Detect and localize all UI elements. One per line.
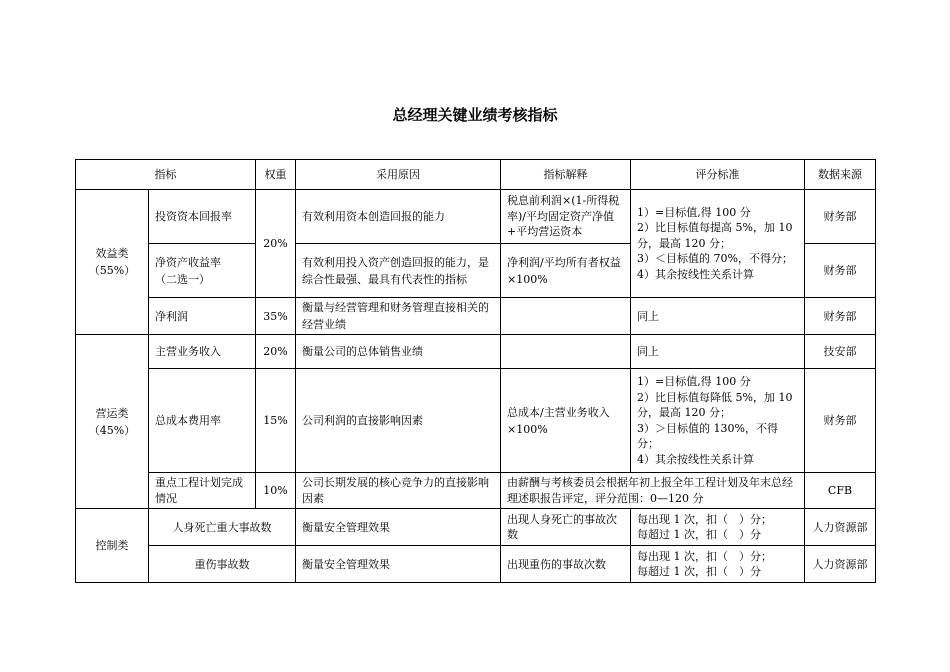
page-title: 总经理关键业绩考核指标 — [392, 106, 558, 124]
indicator-weight: 20% — [256, 190, 296, 298]
indicator-explanation — [501, 298, 631, 335]
header-source: 数据来源 — [805, 160, 876, 190]
group-weight: （55%） — [88, 264, 136, 277]
table-row — [76, 190, 876, 244]
indicator-reason: 衡量安全管理效果 — [296, 509, 501, 546]
indicator-name: 净利润 — [149, 298, 256, 335]
table-row — [76, 509, 876, 546]
indicator-source: 人力资源部 — [805, 509, 876, 546]
indicator-scoring — [631, 509, 805, 546]
indicator-weight: 15% — [256, 369, 296, 473]
header-indicator: 指标 — [76, 160, 256, 190]
indicator-scoring — [631, 190, 805, 298]
indicator-name-line: 净资产收益率 — [155, 255, 221, 269]
scoring-line: 每超过 1 次，扣（ ）分 — [637, 565, 761, 578]
scoring-line: 2）比目标值每提高 5%，加 10 分，最高 120 分； — [637, 221, 793, 250]
indicator-source: 财务部 — [805, 190, 876, 244]
scoring-line: 每出现 1 次，扣（ ）分； — [637, 512, 772, 526]
indicator-name: 总成本费用率 — [149, 369, 256, 473]
indicator-reason: 衡量与经营管理和财务管理直接相关的经营业绩 — [296, 298, 501, 335]
kpi-table — [75, 159, 876, 583]
indicator-scoring — [631, 546, 805, 583]
indicator-reason: 有效利用投入资产创造回报的能力，是综合性最强、最具有代表性的指标 — [296, 244, 501, 298]
table-row — [76, 473, 876, 509]
indicator-scoring: 同上 — [631, 335, 805, 369]
indicator-weight: 35% — [256, 298, 296, 335]
indicator-reason: 衡量公司的总体销售业绩 — [296, 335, 501, 369]
table-row — [76, 335, 876, 369]
scoring-line: 每出现 1 次，扣（ ）分； — [637, 549, 772, 563]
indicator-name-note: （二选一） — [155, 272, 210, 286]
table-row — [76, 298, 876, 335]
indicator-name: 主营业务收入 — [149, 335, 256, 369]
indicator-source: CFB — [805, 473, 876, 509]
indicator-explanation: 出现人身死亡的事故次数 — [501, 509, 631, 546]
group-control: 控制类 — [76, 509, 149, 583]
scoring-line: 4）其余按线性关系计算 — [637, 452, 754, 466]
indicator-source: 技安部 — [805, 335, 876, 369]
header-scoring: 评分标准 — [631, 160, 805, 190]
indicator-name: 人身死亡重大事故数 — [149, 509, 296, 546]
group-operation — [76, 335, 149, 509]
indicator-weight: 20% — [256, 335, 296, 369]
header-explanation: 指标解释 — [501, 160, 631, 190]
header-weight: 权重 — [256, 160, 296, 190]
group-name: 营运类 — [95, 406, 129, 420]
scoring-line: 2）比目标值每降低 5%，加 10 分，最高 120 分； — [637, 390, 793, 419]
indicator-name: 重点工程计划完成情况 — [149, 473, 256, 509]
group-name: 效益类 — [95, 247, 129, 260]
indicator-reason: 衡量安全管理效果 — [296, 546, 501, 583]
indicator-explanation: 总成本/主营业务收入×100% — [501, 369, 631, 473]
indicator-name: 重伤事故数 — [149, 546, 296, 583]
group-efficiency — [76, 190, 149, 335]
indicator-source: 财务部 — [805, 298, 876, 335]
indicator-explanation — [501, 335, 631, 369]
indicator-source: 财务部 — [805, 369, 876, 473]
scoring-line: 每超过 1 次，扣（ ）分 — [637, 528, 761, 541]
table-row — [76, 546, 876, 583]
header-reason: 采用原因 — [296, 160, 501, 190]
indicator-name: 投资资本回报率 — [149, 190, 256, 244]
header-row — [76, 160, 876, 190]
indicator-explanation: 出现重伤的事故次数 — [501, 546, 631, 583]
indicator-source: 财务部 — [805, 244, 876, 298]
scoring-line: 3）＞目标值的 130%，不得分； — [637, 421, 778, 450]
indicator-explanation: 税息前利润×(1-所得税率)/平均固定资产净值+平均营运资本 — [501, 190, 631, 244]
indicator-explanation: 由薪酬与考核委员会根据年初上报全年工程计划及年末总经理述职报告评定，评分范围：0—120 分 — [501, 473, 805, 509]
indicator-reason: 有效利用资本创造回报的能力 — [296, 190, 501, 244]
indicator-scoring — [631, 369, 805, 473]
indicator-weight: 10% — [256, 473, 296, 509]
indicator-scoring: 同上 — [631, 298, 805, 335]
indicator-source: 人力资源部 — [805, 546, 876, 583]
scoring-line: 1）=目标值,得 100 分 — [637, 205, 751, 219]
table-row — [76, 369, 876, 473]
indicator-reason: 公司利润的直接影响因素 — [296, 369, 501, 473]
indicator-reason: 公司长期发展的核心竞争力的直接影响因素 — [296, 473, 501, 509]
indicator-name — [149, 244, 256, 298]
indicator-explanation: 净利润/平均所有者权益×100% — [501, 244, 631, 298]
scoring-line: 4）其余按线性关系计算 — [637, 267, 754, 281]
scoring-line: 3）＜目标值的 70%，不得分； — [637, 252, 793, 266]
scoring-line: 1）=目标值,得 100 分 — [637, 375, 751, 388]
group-weight: （45%） — [88, 423, 136, 437]
